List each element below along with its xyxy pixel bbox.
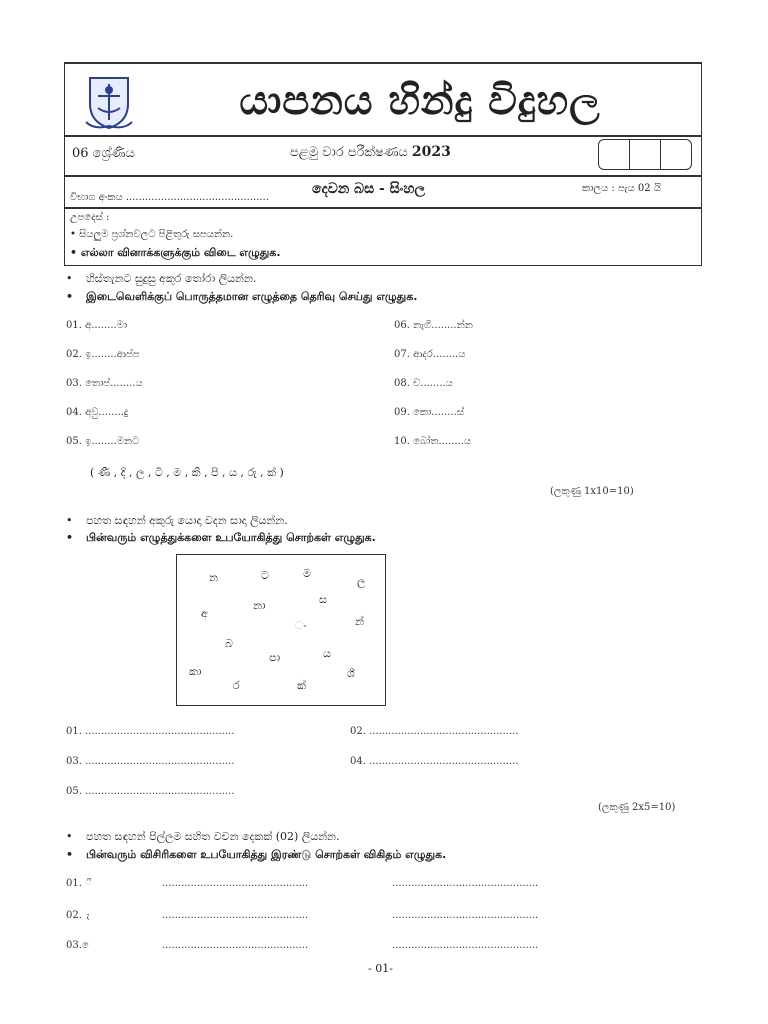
question-item: 02. ඉ........ආප්ප xyxy=(66,349,140,360)
instruction-text: හිස්තැනට සුදුසු අකුර තෝරා ලියන්න. xyxy=(86,272,257,285)
question-number: 03. xyxy=(66,940,82,951)
grid-letter: නා xyxy=(253,599,266,612)
question-item: 08. ච........ය xyxy=(394,378,453,389)
letter-choices: ( ණී , දි , ල , ටි , ම , කි , පි , ය , රු , ක් ) xyxy=(90,466,284,479)
question-item: 03. තොප්........ය xyxy=(66,378,143,389)
question-item: 06. නැගි........න්න xyxy=(394,320,473,331)
grid-letter: ස xyxy=(319,593,327,606)
answer-line[interactable]: .............................................. xyxy=(392,910,539,921)
answer-line[interactable]: .............................................. xyxy=(392,940,539,951)
section3-instruction-ta: • பின்வரும் விசிரிகளை உபயோகித்து இரண்டு சொற்கள் விகிதம் எழுதுக. xyxy=(66,848,447,861)
index-number-field[interactable]: විභාග අංකය ............................................. xyxy=(70,192,269,203)
answer-line[interactable]: 01. ............................................... xyxy=(66,726,235,737)
answer-line[interactable]: .............................................. xyxy=(392,878,539,889)
term-name: පළමු වාර පරීක්ෂණය xyxy=(290,145,408,160)
grid-letter: න xyxy=(209,571,218,584)
grid-letter: පා xyxy=(269,651,281,664)
question-item: 10. බෝත........ය xyxy=(394,436,472,447)
section1-instruction-ta: • இடைவெளிக்குப் பொருத்தமான எழுத்தை தெரிவு செய்து எழுதுக. xyxy=(66,290,418,303)
question-item: 07. ආදර........ය xyxy=(394,349,466,360)
grid-letter: ම xyxy=(303,567,311,580)
question-number: 02. xyxy=(66,910,82,921)
grid-letter: ක් xyxy=(297,679,306,692)
question-row xyxy=(66,878,91,889)
school-title: යාපනය හින්දු විදුහල xyxy=(239,78,601,124)
instruction-text: இடைவெளிக்குப் பொருத்தமான எழுத்தை தெரிவு செய்து எழுதுக. xyxy=(86,290,418,303)
instructions-heading: උපදෙස් : xyxy=(70,212,110,223)
mark-box[interactable] xyxy=(630,140,661,169)
answer-line[interactable]: 02. ............................................... xyxy=(350,726,519,737)
instruction-text: பின்வரும் விசிரிகளை உபயோகித்து இரண்டு சொற்கள் விகிதம் எழுதுக. xyxy=(86,848,447,861)
term-label xyxy=(290,144,451,160)
question-item: 05. ඉ........මනට xyxy=(66,436,140,447)
grid-letter: ශී xyxy=(347,667,355,680)
grid-letter: කා xyxy=(189,665,202,678)
question-item: 09. කො........ස් xyxy=(394,407,464,418)
mark-box[interactable] xyxy=(599,140,630,169)
page-number: - 01- xyxy=(368,962,393,975)
grid-letter: බ xyxy=(225,637,233,650)
grid-letter: ල xyxy=(357,575,366,588)
time-label: කාලය : පැය 02 යි xyxy=(582,183,661,194)
answer-line[interactable]: 05. ............................................... xyxy=(66,786,235,797)
grid-letter: අ xyxy=(201,607,208,620)
marks-label: (ලකුණු 2x5=10) xyxy=(598,802,676,813)
grid-letter: ර xyxy=(233,679,240,692)
answer-line[interactable]: 04. ............................................... xyxy=(350,756,519,767)
mark-box[interactable] xyxy=(661,140,691,169)
subject-title: දෙවන බස - සිංහල xyxy=(312,181,426,197)
grid-letter: න් xyxy=(355,615,364,628)
instruction-item: • සියලුම ප්‍රශ්නවලට පිළිතුරු සපයන්න. xyxy=(70,229,234,240)
answer-line[interactable]: .............................................. xyxy=(162,910,309,921)
marks-label: (ලකුණු 1x10=10) xyxy=(550,486,634,497)
instruction-text: පහත සඳහන් පිල්ලම සහිත වචන දෙකක් (02) ලියන්න. xyxy=(86,830,340,843)
answer-line[interactable]: .............................................. xyxy=(162,940,309,951)
question-row xyxy=(66,940,94,951)
marks-boxes[interactable] xyxy=(598,139,692,170)
answer-line[interactable]: .............................................. xyxy=(162,878,309,889)
question-item: 04. අවු........දු xyxy=(66,407,129,418)
section1-instruction-si: • හිස්තැනට සුදුසු අකුර තෝරා ලියන්න. xyxy=(66,272,257,285)
instruction-text: பின்வரும் எழுத்துக்களை உபயோகித்து சொற்கள் எழுதுக. xyxy=(86,531,376,544)
letter-grid xyxy=(176,554,386,706)
section3-instruction-si: • පහත සඳහන් පිල්ලම සහිත වචන දෙකක් (02) ලියන්න. xyxy=(66,830,340,843)
grid-letter: ං xyxy=(295,619,307,632)
question-item: 01. අ........මා xyxy=(66,320,128,331)
section2-instruction-si: • පහත සඳහන් අකුරු යොදා වදන සාදා ලියන්න. xyxy=(66,514,288,527)
grid-letter: ට xyxy=(261,569,269,582)
grid-letter: ය xyxy=(323,647,331,660)
instruction-text: පහත සඳහන් අකුරු යොදා වදන සාදා ලියන්න. xyxy=(86,514,288,527)
section2-instruction-ta: • பின்வரும் எழுத்துக்களை உபயோகித்து சொற்கள் எழுதுக. xyxy=(66,531,376,544)
answer-line[interactable]: 03. ............................................... xyxy=(66,756,235,767)
question-row xyxy=(66,910,90,921)
grade-label: 06 ශ්‍රේණිය xyxy=(72,146,135,161)
exam-year: 2023 xyxy=(411,144,451,160)
question-number: 01. xyxy=(66,878,82,889)
school-crest-icon xyxy=(84,74,134,130)
instruction-item: • எல்லா வினாக்களுக்கும் விடை எழுதுக. xyxy=(70,246,281,259)
vowel-sign: ී xyxy=(85,878,92,887)
